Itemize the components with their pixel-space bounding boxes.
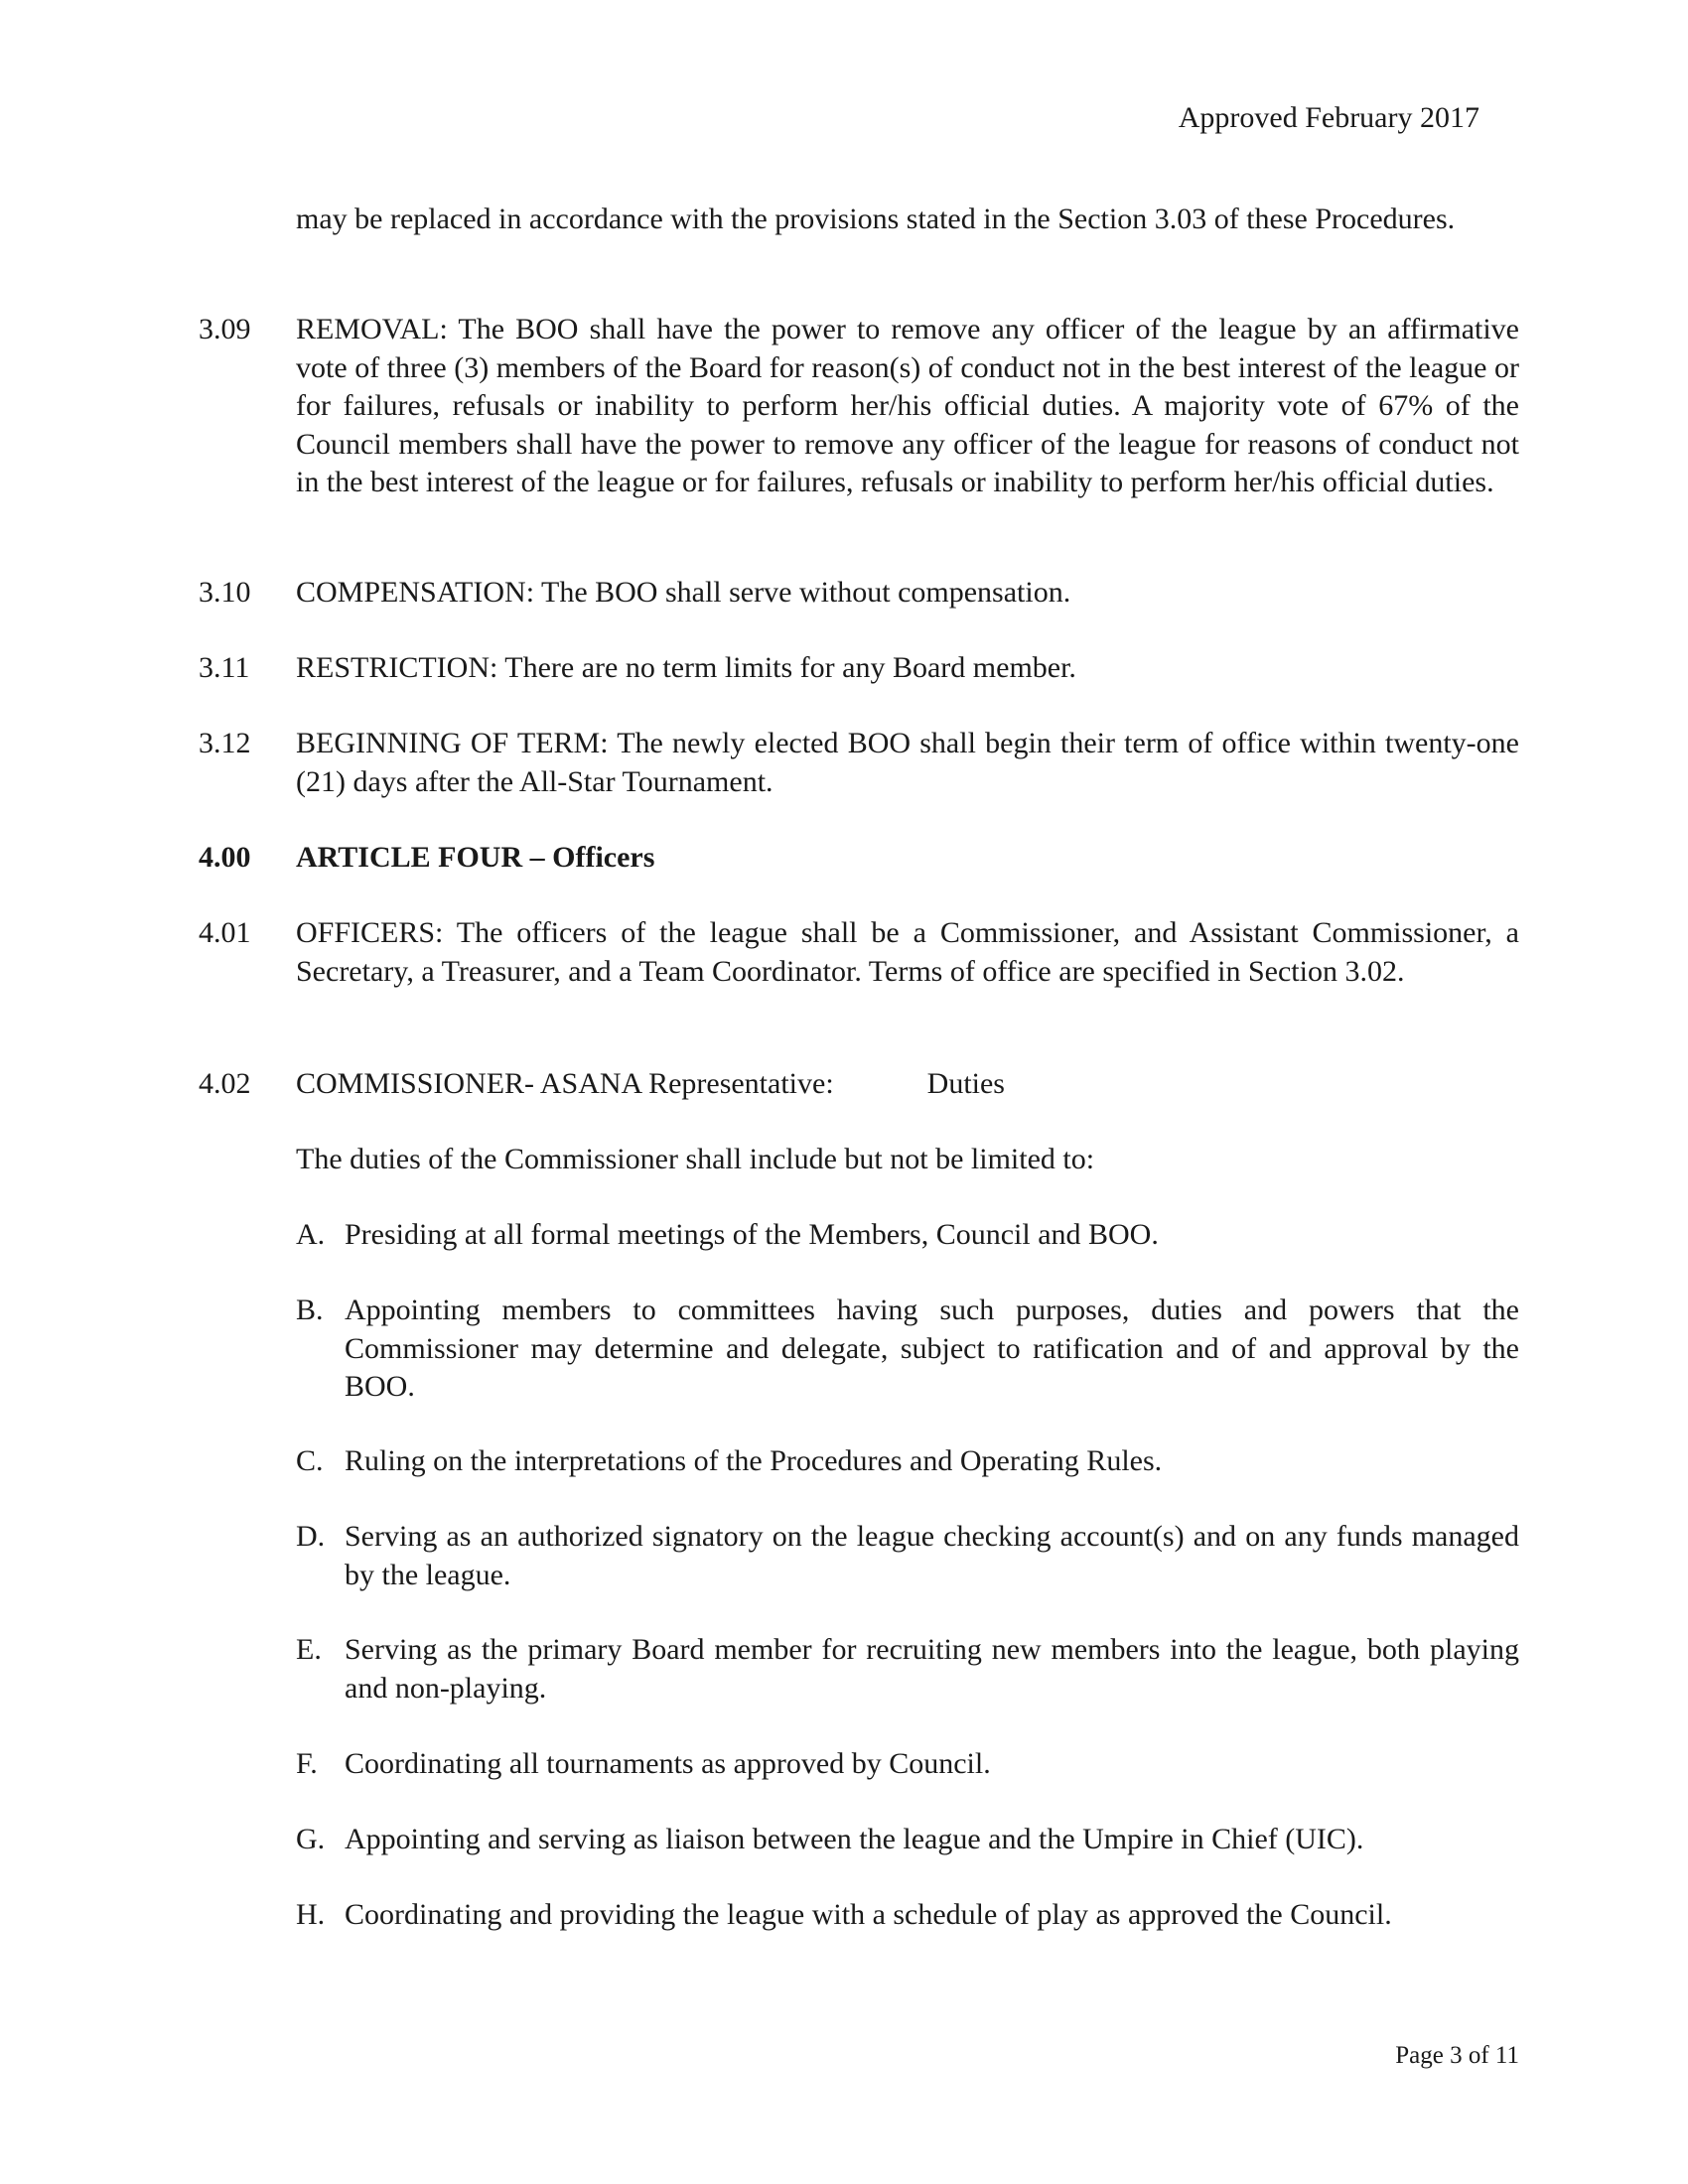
- duty-letter: B.: [296, 1294, 324, 1326]
- article-four-heading: [199, 839, 1519, 878]
- duty-item-g: [296, 1821, 1519, 1859]
- section-text: BEGINNING OF TERM: The newly elected BOO shall begin their term of office within twenty-one (21) days after the All-Star Tournament.: [296, 727, 1519, 798]
- duty-item-e: [296, 1631, 1519, 1707]
- duty-item-b: [296, 1292, 1519, 1407]
- duty-text: Appointing and serving as liaison between the league and the Umpire in Chief (UIC).: [345, 1823, 1364, 1855]
- duty-letter: H.: [296, 1898, 326, 1931]
- duty-letter: C.: [296, 1444, 324, 1477]
- duties-label: Duties: [926, 1067, 1005, 1100]
- section-4-01: [199, 914, 1519, 991]
- section-4-02: [199, 1065, 1519, 1104]
- page-number: Page 3 of 11: [1395, 2042, 1519, 2069]
- duty-item-a: [296, 1216, 1519, 1255]
- section-heading-line: [296, 1065, 1519, 1104]
- continuation-paragraph: may be replaced in accordance with the provisions stated in the Section 3.03 of these Procedures.: [296, 203, 1456, 235]
- duty-item-f: [296, 1745, 1519, 1784]
- duty-text: Coordinating all tournaments as approved by Council.: [345, 1747, 991, 1780]
- article-number: 4.00: [199, 841, 251, 874]
- duty-letter: F.: [296, 1747, 318, 1780]
- duty-text: Ruling on the interpretations of the Procedures and Operating Rules.: [345, 1444, 1163, 1477]
- approval-date-header: Approved February 2017: [1178, 101, 1479, 134]
- section-number: 3.11: [199, 651, 250, 684]
- duty-letter: E.: [296, 1633, 322, 1666]
- section-number: 4.02: [199, 1067, 251, 1100]
- section-3-10: [199, 574, 1519, 613]
- section-3-11: [199, 649, 1519, 688]
- duty-letter: G.: [296, 1823, 326, 1855]
- section-text: COMPENSATION: The BOO shall serve without compensation.: [296, 576, 1071, 609]
- section-3-12: [199, 725, 1519, 801]
- duties-intro: [199, 1141, 1519, 1179]
- duty-text: Serving as an authorized signatory on the league checking account(s) and on any funds managed by the league.: [345, 1520, 1519, 1591]
- duty-item-c: [296, 1442, 1519, 1481]
- section-number: 3.10: [199, 576, 251, 609]
- section-number: 3.12: [199, 727, 251, 759]
- section-number: 4.01: [199, 916, 251, 949]
- section-text: RESTRICTION: There are no term limits for any Board member.: [296, 651, 1076, 684]
- duty-text: Presiding at all formal meetings of the Members, Council and BOO.: [345, 1218, 1159, 1251]
- section-text: OFFICERS: The officers of the league shall be a Commissioner, and Assistant Commissioner, a Secretary, a Treasurer, and a Team Coordinator. Terms of office are specified in Section 3.02.: [296, 916, 1519, 988]
- duty-letter: D.: [296, 1520, 326, 1553]
- section-text: REMOVAL: The BOO shall have the power to remove any officer of the league by an affirmative vote of three (3) members of the Board for reason(s) of conduct not in the best interest of the league or for failures, refusals or inability to perform her/his official duties. A majority vote of 67% of the Council members shall have the power to remove any officer of the league for reasons of conduct not in the best interest of the league or for failures, refusals or inability to perform her/his official duties.: [296, 313, 1519, 498]
- duty-text: Appointing members to committees having such purposes, duties and powers that the Commissioner may determine and delegate, subject to ratification and of and approval by the BOO.: [345, 1294, 1519, 1403]
- section-3-09: [199, 311, 1519, 502]
- section-number: 3.09: [199, 313, 251, 345]
- article-title: ARTICLE FOUR – Officers: [296, 841, 655, 874]
- duties-intro-text: The duties of the Commissioner shall include but not be limited to:: [296, 1143, 1095, 1175]
- duty-item-d: [296, 1518, 1519, 1594]
- duty-text: Serving as the primary Board member for recruiting new members into the league, both playing and non-playing.: [345, 1633, 1519, 1705]
- duty-item-h: [296, 1896, 1519, 1935]
- duty-text: Coordinating and providing the league with a schedule of play as approved the Council.: [345, 1898, 1392, 1931]
- commissioner-heading: COMMISSIONER- ASANA Representative:: [296, 1067, 834, 1100]
- duty-letter: A.: [296, 1218, 326, 1251]
